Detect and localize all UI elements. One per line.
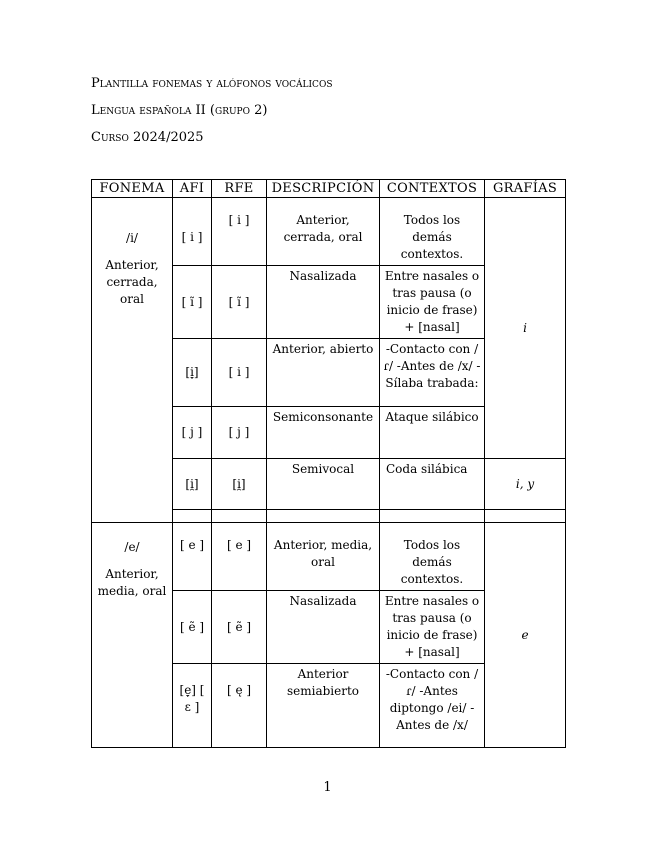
empty-cell <box>212 510 267 523</box>
table-row <box>92 523 566 591</box>
afi-cell: [i̯] <box>173 459 212 510</box>
phoneme-description: Anterior, media, oral <box>97 567 167 598</box>
grafia-cell: i <box>485 198 566 459</box>
afi-cell: [ ẽ ] <box>173 591 212 664</box>
description-cell: Semivocal <box>267 459 380 510</box>
doc-title: Plantilla fonemas y alófonos vocálicos <box>91 76 333 91</box>
phoneme-table <box>91 179 566 748</box>
col-header-contextos: CONTEXTOS <box>380 180 485 198</box>
context-cell: Entre nasales o tras pausa (o inicio de frase) + [nasal] <box>380 266 485 339</box>
context-cell: -Contacto con /ɾ/ -Antes diptongo /ei/ -Antes de /x/ <box>380 664 485 748</box>
course-year: Curso 2024/2025 <box>91 130 204 145</box>
table-row <box>92 198 566 266</box>
afi-cell: [i̞] <box>173 339 212 407</box>
rfe-cell: [ e ] <box>212 523 267 591</box>
empty-cell <box>485 510 566 523</box>
phoneme-cell-e <box>92 523 173 748</box>
rfe-cell: [ ĩ ] <box>212 266 267 339</box>
description-cell: Anterior, abierto <box>267 339 380 407</box>
context-cell: Entre nasales o tras pausa (o inicio de frase) + [nasal] <box>380 591 485 664</box>
description-cell: Anterior semiabierto <box>267 664 380 748</box>
empty-cell <box>173 510 212 523</box>
col-header-descripcion: DESCRIPCIÓN <box>267 180 380 198</box>
context-cell: -Contacto con /ɾ/ -Antes de /x/ -Sílaba trabada: <box>380 339 485 407</box>
context-cell: Todos los demás contextos. <box>380 523 485 591</box>
empty-cell <box>380 510 485 523</box>
empty-cell <box>267 510 380 523</box>
col-header-fonema: FONEMA <box>92 180 173 198</box>
col-header-grafias: GRAFÍAS <box>485 180 566 198</box>
afi-cell: [ j ] <box>173 407 212 459</box>
afi-cell: [ e ] <box>173 523 212 591</box>
col-header-afi: AFI <box>173 180 212 198</box>
context-cell: Todos los demás contextos. <box>380 198 485 266</box>
rfe-cell: [ ẽ ] <box>212 591 267 664</box>
table-header-row <box>92 180 566 198</box>
grafia-cell: i, y <box>485 459 566 510</box>
description-cell: Nasalizada <box>267 591 380 664</box>
phoneme-cell-i <box>92 198 173 523</box>
description-cell: Semiconsonante <box>267 407 380 459</box>
afi-cell: [ i ] <box>173 198 212 266</box>
description-cell: Nasalizada <box>267 266 380 339</box>
phoneme-symbol: /e/ <box>124 540 140 554</box>
description-cell: Anterior, media, oral <box>267 523 380 591</box>
course-name: Lengua española II (grupo 2) <box>91 103 268 118</box>
afi-cell: [e̞] [ ɛ ] <box>173 664 212 748</box>
rfe-cell: [ ę ] <box>212 664 267 748</box>
rfe-cell: [ i ] <box>212 198 267 266</box>
context-cell: Coda silábica <box>380 459 485 510</box>
rfe-cell: [ i ] <box>212 339 267 407</box>
rfe-cell: [i̯] <box>212 459 267 510</box>
col-header-rfe: RFE <box>212 180 267 198</box>
rfe-cell: [ j ] <box>212 407 267 459</box>
page-number: 1 <box>323 780 332 795</box>
afi-cell: [ ĩ ] <box>173 266 212 339</box>
description-cell: Anterior, cerrada, oral <box>267 198 380 266</box>
grafia-cell: e <box>485 523 566 748</box>
context-cell: Ataque silábico <box>380 407 485 459</box>
phoneme-symbol: /i/ <box>126 231 138 245</box>
phoneme-description: Anterior, cerrada, oral <box>105 258 159 306</box>
